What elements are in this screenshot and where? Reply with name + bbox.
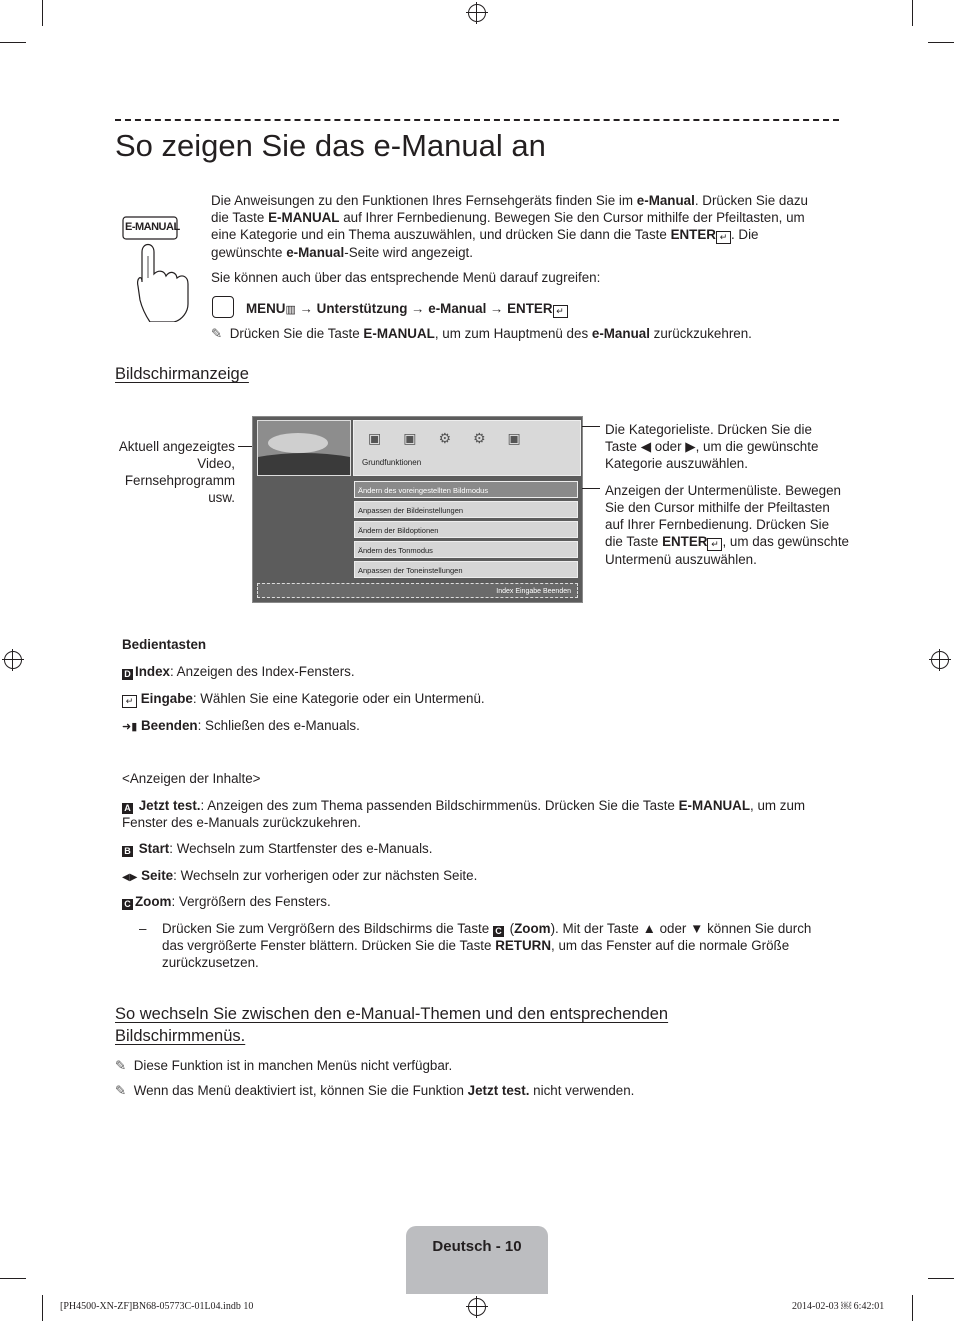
note-pencil-icon: ✎ xyxy=(211,327,223,342)
registration-mark xyxy=(468,1298,486,1316)
tv-category-list xyxy=(353,420,581,476)
crop-mark xyxy=(0,42,26,43)
control-beenden: ➜▮ Beenden: Schließen des e-Manuals. xyxy=(122,718,360,733)
intro-paragraph: Die Anweisungen zu den Funktionen Ihres Fernsehgeräts finden Sie im e-Manual. Drücken Sie dazu die Taste E-MANUAL auf Ihrer Fernbedienung. Bewegen Sie den Cursor mithilfe der Pfeiltasten, um eine Kategorie und ein Thema auszuwählen, und drücken Sie dann die Taste ENTER ↵ . Die gewünschte e-Manual-Seite wird angezeigt. xyxy=(211,193,808,260)
content-heading: <Anzeigen der Inhalte> xyxy=(122,771,261,786)
callout-line xyxy=(582,488,600,489)
arrow-down-icon: ▼ xyxy=(690,921,704,936)
control-start: B Start: Wechseln zum Startfenster des e-Manuals. xyxy=(122,840,432,857)
crop-mark xyxy=(912,1295,913,1321)
print-timestamp: 2014-02-03 ￼ 6:42:01 xyxy=(792,1301,885,1312)
title-rule xyxy=(115,119,839,121)
exit-icon: ➜▮ xyxy=(122,721,138,733)
switch-note-1: ✎ Diese Funktion ist in manchen Menüs nicht verfügbar. xyxy=(115,1058,453,1074)
control-eingabe: ↵ Eingabe: Wählen Sie eine Kategorie oder ein Untermenü. xyxy=(122,690,485,708)
zoom-note-dash: – xyxy=(139,921,147,936)
enter-icon: ↵ xyxy=(707,538,722,551)
registration-mark xyxy=(468,4,486,22)
control-seite: ◀▶ Seite: Wechseln zur vorherigen oder zur nächsten Seite. xyxy=(122,868,478,883)
crop-mark xyxy=(928,42,954,43)
callout-current-video: Aktuell angezeigtes Video, Fernsehprogramm usw. xyxy=(118,439,235,505)
crop-mark xyxy=(928,1278,954,1279)
page-number: Deutsch - 10 xyxy=(432,1238,522,1255)
enter-icon: ↵ xyxy=(716,231,731,244)
tv-category-label: Grundfunktionen xyxy=(362,458,422,467)
category-icons: ▣▣⚙⚙▣ xyxy=(368,431,543,447)
emanual-badge-label: E-MANUAL xyxy=(125,221,180,233)
zoom-note: Drücken Sie zum Vergrößern des Bildschirms die Taste C (Zoom). Mit der Taste ▲ oder ▼ können Sie durch das vergrößerte Fenster blättern. Drücken Sie die Taste RETURN, um das Fenster auf die normale Größe zurückzusetzen. xyxy=(162,921,812,970)
a-key-icon: A xyxy=(122,803,133,814)
tv-submenu-item: Ändern des voreingestellten Bildmodus xyxy=(354,481,578,498)
callout-category-list: Die Kategorieliste. Drücken Sie die Taste ◀ oder ▶, um die gewünschte Kategorie auszuwählen. xyxy=(605,422,819,471)
arrow-up-icon: ▲ xyxy=(642,921,656,936)
enter-icon: ↵ xyxy=(553,305,568,318)
tv-submenu-item: Anpassen der Bildeinstellungen xyxy=(354,501,578,518)
menu-path-icon xyxy=(212,296,234,318)
tv-submenu-item: Ändern der Bildoptionen xyxy=(354,521,578,538)
page-title: So zeigen Sie das e-Manual an xyxy=(115,128,546,163)
control-zoom: C Zoom: Vergrößern des Fensters. xyxy=(122,893,331,910)
intro-note: ✎ Drücken Sie die Taste E-MANUAL, um zum Hauptmenü des e-Manual zurückzukehren. xyxy=(211,326,752,342)
menu-icon: ▥ xyxy=(285,304,296,316)
control-index: D Index: Anzeigen des Index-Fensters. xyxy=(122,663,355,680)
c-key-icon: C xyxy=(122,899,133,910)
tv-submenu-item: Ändern des Tonmodus xyxy=(354,541,578,558)
left-right-arrows-icon: ◀▶ xyxy=(122,872,138,883)
page-number-tab xyxy=(406,1226,548,1294)
section-heading-switch: So wechseln Sie zwischen den e-Manual-Themen und den entsprechenden Bildschirmmenüs. xyxy=(115,1005,669,1045)
arrow-left-icon: ◀ xyxy=(640,439,652,454)
tv-control-bar: Index Eingabe Beenden xyxy=(257,583,578,598)
switch-note-2: ✎ Wenn das Menü deaktiviert ist, können Sie die Funktion Jetzt test. nicht verwenden. xyxy=(115,1083,635,1099)
tv-submenu-item: Anpassen der Toneinstellungen xyxy=(354,561,578,578)
crop-mark xyxy=(42,0,43,26)
menu-path: MENU▥ → Unterstützung → e-Manual → ENTER ↵ xyxy=(246,300,568,319)
enter-icon: ↵ xyxy=(122,695,137,708)
registration-mark xyxy=(4,651,22,669)
callout-submenu-list: Anzeigen der Untermenüliste. Bewegen Sie den Cursor mithilfe der Pfeiltasten auf Ihrer Fernbedienung. Drücken Sie die Taste ENTER ↵ , um das gewünschte Untermenü auszuwählen. xyxy=(605,483,850,567)
controls-heading: Bedientasten xyxy=(122,637,207,652)
intro-menu-access: Sie können auch über das entsprechende Menü darauf zugreifen: xyxy=(211,270,601,285)
arrow-right-icon: ▶ xyxy=(685,439,696,454)
crop-mark xyxy=(0,1278,26,1279)
registration-mark xyxy=(931,651,949,669)
tv-video-thumbnail xyxy=(257,420,351,476)
crop-mark xyxy=(912,0,913,26)
index-key-icon: D xyxy=(122,669,133,680)
print-file-info: [PH4500-XN-ZF]BN68-05773C-01L04.indb 10 xyxy=(60,1301,254,1312)
callout-line xyxy=(582,426,600,427)
note-pencil-icon: ✎ xyxy=(115,1084,127,1099)
b-key-icon: B xyxy=(122,846,133,857)
emanual-hand-icon xyxy=(120,212,198,322)
crop-mark xyxy=(42,1295,43,1321)
control-jetzt-test: A Jetzt test.: Anzeigen des zum Thema passenden Bildschirmmenüs. Drücken Sie die Taste E-MANUAL, um zum Fenster des e-Manuals zurückzukehren. xyxy=(122,798,806,830)
section-heading-screen: Bildschirmanzeige xyxy=(115,365,249,383)
c-key-icon: C xyxy=(493,926,504,937)
emanual-screen-illustration xyxy=(252,416,583,603)
note-pencil-icon: ✎ xyxy=(115,1059,127,1074)
